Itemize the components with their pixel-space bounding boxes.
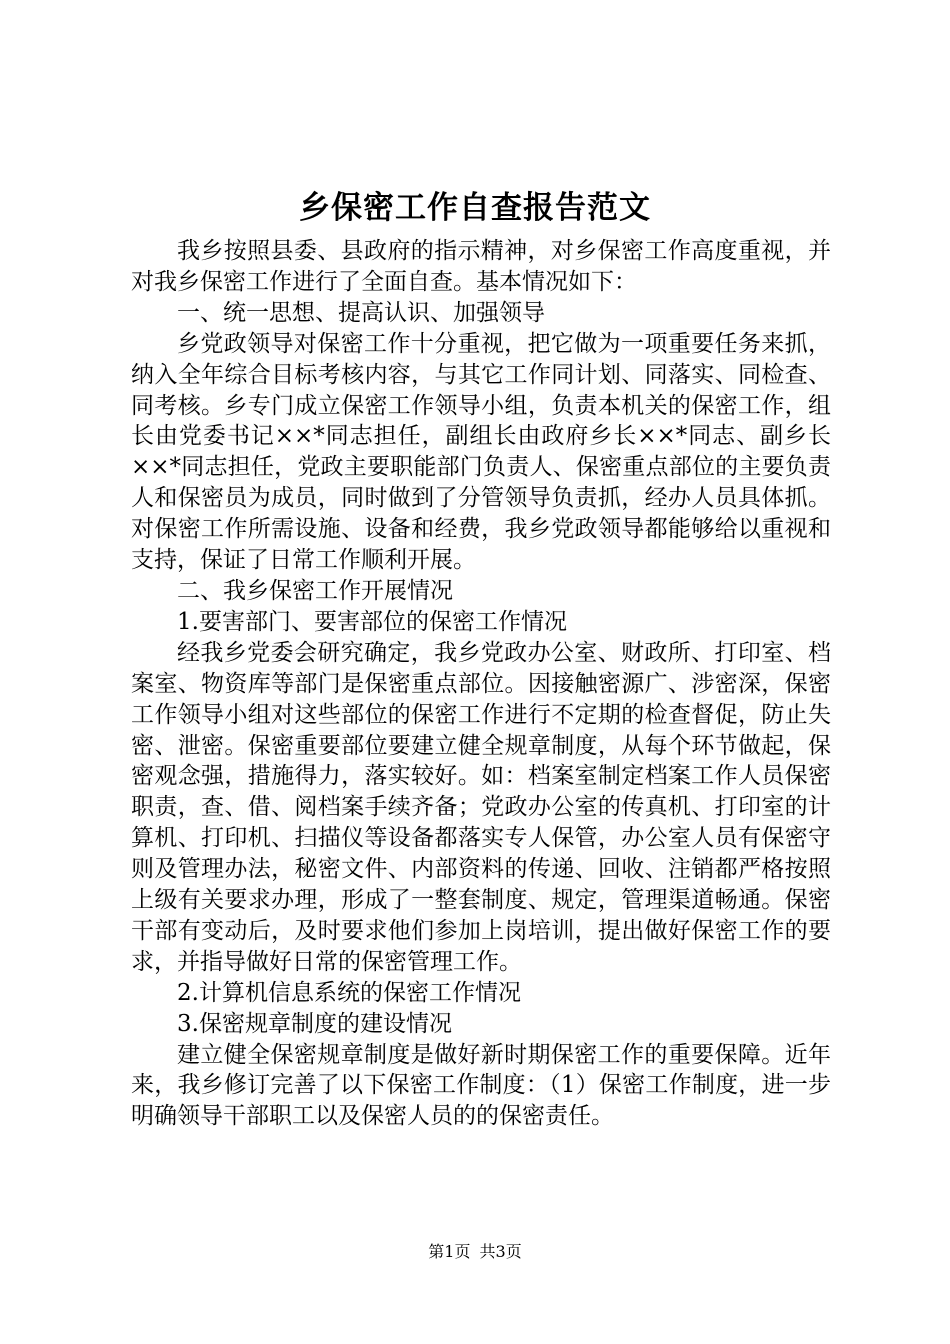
- paragraph-intro: 我乡按照县委、县政府的指示精神，对乡保密工作高度重视，并对我乡保密工作进行了全面自查。基本情况如下：: [131, 238, 831, 295]
- paragraph-key-departments: 经我乡党委会研究确定，我乡党政办公室、财政所、打印室、档案室、物资库等部门是保密重点部位。因接触密源广、涉密深，保密工作领导小组对这些部位的保密工作进行不定期的检查督促，防止失密、泄密。保密重要部位要建立健全规章制度，从每个环节做起，保密观念强，措施得力，落实较好。如：档案室制定档案工作人员保密职责，查、借、阅档案手续齐备；党政办公室的传真机、打印室的计算机、打印机、扫描仪等设备都落实专人保管，办公室人员有保密守则及管理办法，秘密文件、内部资料的传递、回收、注销都严格按照上级有关要求办理，形成了一整套制度、规定，管理渠道畅通。保密干部有变动后，及时要求他们参加上岗培训，提出做好保密工作的要求，并指导做好日常的保密管理工作。: [131, 639, 831, 975]
- paragraph-leadership: 乡党政领导对保密工作十分重视，把它做为一项重要任务来抓，纳入全年综合目标考核内容，与其它工作同计划、同落实、同检查、同考核。乡专门成立保密工作领导小组，负责本机关的保密工作，组长由党委书记××*同志担任，副组长由政府乡长××*同志、副乡长××*同志担任，党政主要职能部门负责人、保密重点部位的主要负责人和保密员为成员，同时做到了分管领导负责抓，经办人员具体抓。对保密工作所需设施、设备和经费，我乡党政领导都能够给以重视和支持，保证了日常工作顺利开展。: [131, 330, 831, 574]
- page-footer: 第1页 共3页: [428, 1242, 522, 1261]
- section-heading-1: 一、统一思想、提高认识、加强领导: [177, 299, 545, 326]
- subsection-heading-2: 2.计算机信息系统的保密工作情况: [177, 979, 521, 1006]
- paragraph-regulations: 建立健全保密规章制度是做好新时期保密工作的重要保障。近年来，我乡修订完善了以下保密工作制度：（1）保密工作制度，进一步明确领导干部职工以及保密人员的的保密责任。: [131, 1041, 831, 1130]
- document-title: 乡保密工作自查报告范文: [299, 190, 651, 226]
- document-body: [131, 236, 831, 1132]
- section-heading-2: 二、我乡保密工作开展情况: [177, 577, 453, 604]
- subsection-heading-3: 3.保密规章制度的建设情况: [177, 1010, 452, 1037]
- subsection-heading-1: 1.要害部门、要害部位的保密工作情况: [177, 608, 567, 635]
